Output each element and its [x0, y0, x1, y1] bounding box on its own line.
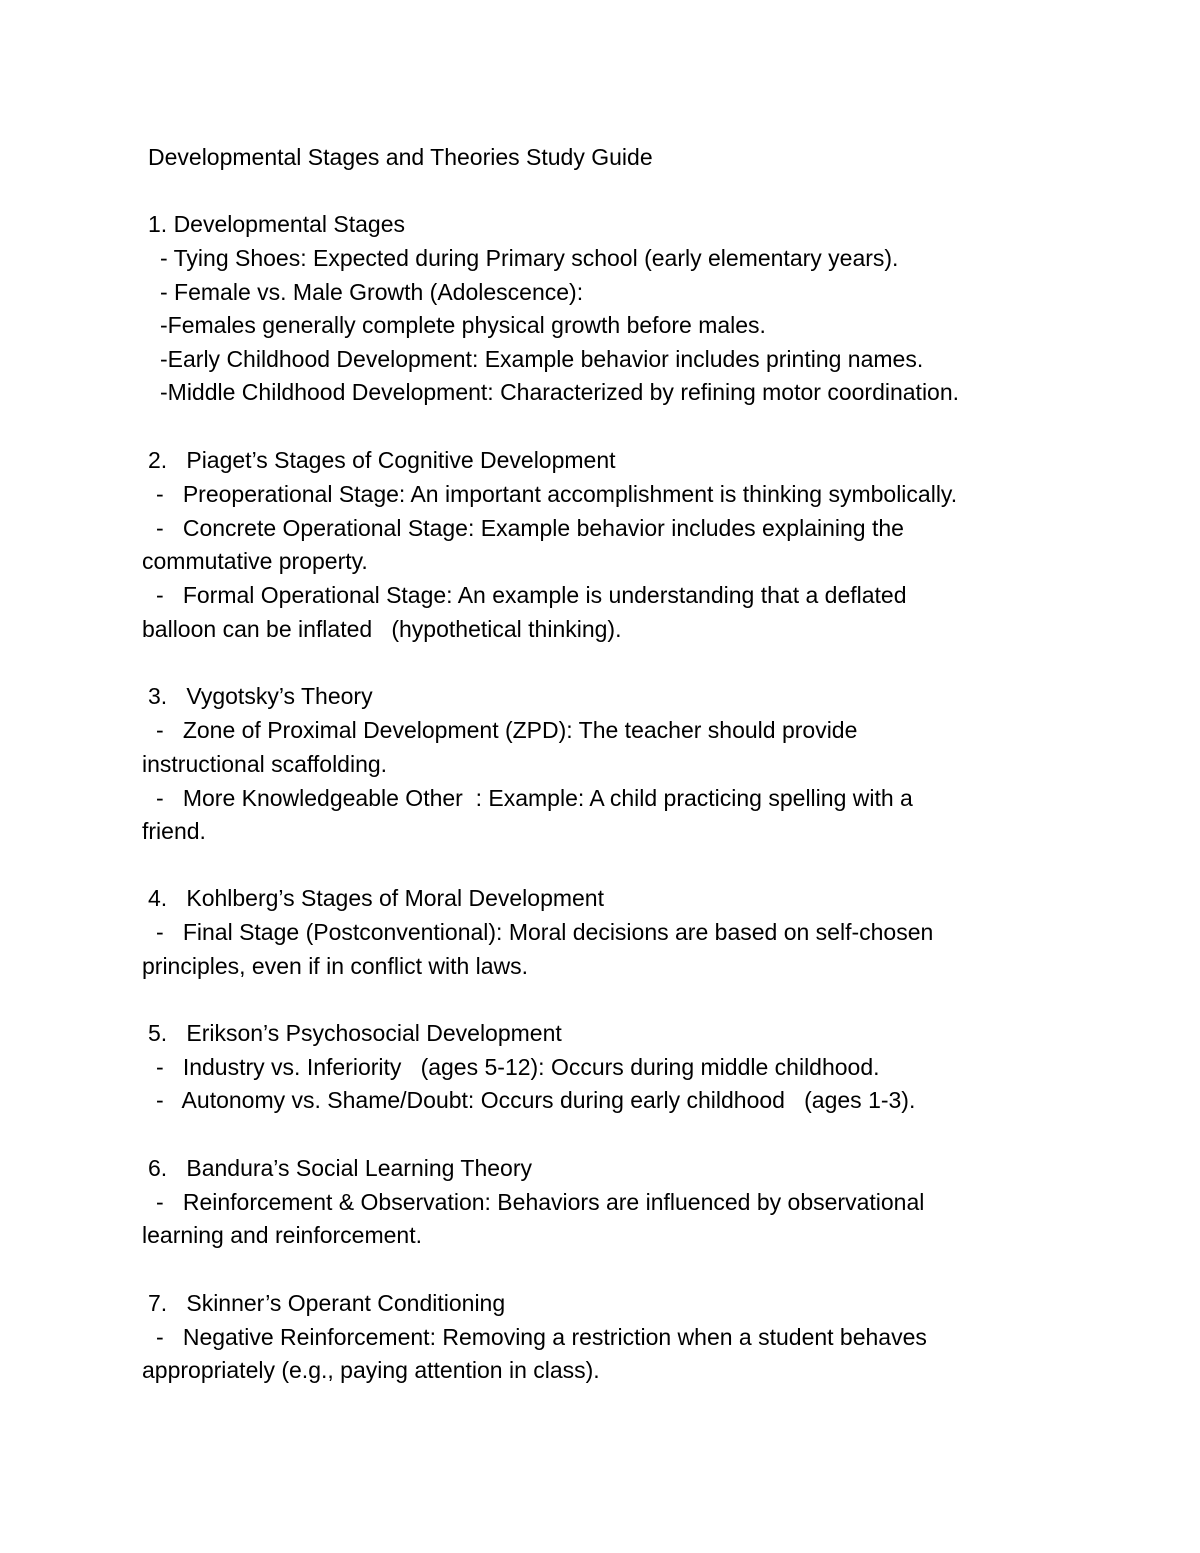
section-heading-3: 3. Vygotsky’s Theory [148, 683, 373, 709]
section-4-line: - Final Stage (Postconventional): Moral decisions are based on self-chosen [156, 919, 934, 945]
section-2-line: - Concrete Operational Stage: Example behavior includes explaining the [156, 515, 904, 541]
section-3-line: - More Knowledgeable Other : Example: A child practicing spelling with a [156, 785, 913, 811]
section-1-line: -Middle Childhood Development: Characterized by refining motor coordination. [160, 379, 960, 405]
section-heading-2: 2. Piaget’s Stages of Cognitive Development [148, 447, 616, 473]
section-2-line: commutative property. [142, 548, 368, 574]
section-heading-1: 1. Developmental Stages [148, 211, 405, 237]
section-7-line: appropriately (e.g., paying attention in class). [142, 1357, 600, 1383]
section-5-line: - Autonomy vs. Shame/Doubt: Occurs during early childhood (ages 1-3). [156, 1087, 916, 1113]
section-6-line: - Reinforcement & Observation: Behaviors are influenced by observational [156, 1189, 925, 1215]
section-4-line: principles, even if in conflict with laws. [142, 953, 529, 979]
section-2-line: - Formal Operational Stage: An example is understanding that a deflated [156, 582, 907, 608]
document-title: Developmental Stages and Theories Study Guide [148, 144, 653, 170]
section-heading-5: 5. Erikson’s Psychosocial Development [148, 1020, 562, 1046]
section-1-line: -Females generally complete physical growth before males. [160, 312, 766, 338]
section-6-line: learning and reinforcement. [142, 1222, 422, 1248]
section-heading-4: 4. Kohlberg’s Stages of Moral Development [148, 885, 604, 911]
section-3-line: instructional scaffolding. [142, 751, 388, 777]
section-3-line: friend. [142, 818, 206, 844]
section-3-line: - Zone of Proximal Development (ZPD): The teacher should provide [156, 717, 858, 743]
section-5-line: - Industry vs. Inferiority (ages 5-12): Occurs during middle childhood. [156, 1054, 880, 1080]
section-2-line: - Preoperational Stage: An important accomplishment is thinking symbolically. [156, 481, 958, 507]
section-7-line: - Negative Reinforcement: Removing a restriction when a student behaves [156, 1324, 927, 1350]
section-1-line: - Tying Shoes: Expected during Primary school (early elementary years). [160, 245, 899, 271]
section-1-line: - Female vs. Male Growth (Adolescence): [160, 279, 584, 305]
section-heading-7: 7. Skinner’s Operant Conditioning [148, 1290, 506, 1316]
section-1-line: -Early Childhood Development: Example behavior includes printing names. [160, 346, 924, 372]
section-heading-6: 6. Bandura’s Social Learning Theory [148, 1155, 533, 1181]
section-2-line: balloon can be inflated (hypothetical thinking). [142, 616, 622, 642]
